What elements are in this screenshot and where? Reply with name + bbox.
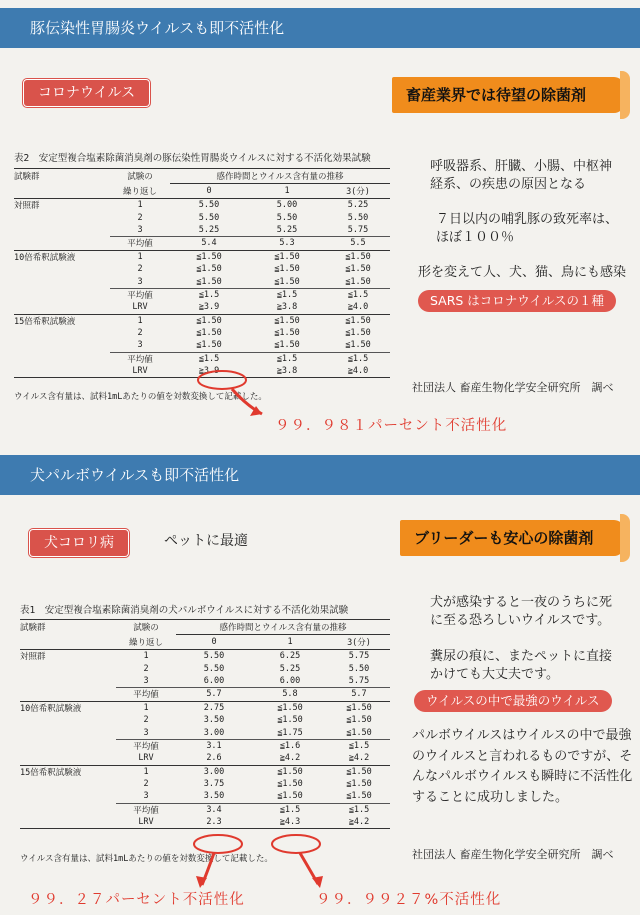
table1-avg-label: 平均値 xyxy=(116,803,176,816)
table2-group-name: 10倍希釈試験液 xyxy=(14,252,76,263)
table2-cell: 5.25 xyxy=(347,200,369,211)
table1-header-t0: 0 xyxy=(176,635,252,650)
table1-cell: ≦1.50 xyxy=(346,791,372,802)
result-1: ９９．９８１パーセント不活性化 xyxy=(275,418,508,434)
table1-avg-cell: 5.7 xyxy=(328,688,390,701)
table2-rep: 2 xyxy=(137,264,143,275)
table1-lrv-cell: ≧4.3 xyxy=(252,816,328,829)
table1-avg-cell: 3.4 xyxy=(176,803,252,816)
pet-subtitle: ペットに最適 xyxy=(164,533,248,549)
table2-avg-cell: ≦1.5 xyxy=(326,288,390,301)
table2-title: 表2 安定型複合塩素除菌消臭剤の豚伝染性胃腸炎ウイルスに対する不活化効果試験 xyxy=(14,153,371,164)
table1-avg-cell: ≦1.6 xyxy=(252,739,328,752)
table2-avg-cell: ≦1.5 xyxy=(326,352,390,365)
corona-text-4: ほぼ１００％ xyxy=(436,230,515,245)
table1-cell: 5.50 xyxy=(203,651,225,662)
table1-cell: 6.00 xyxy=(203,675,225,686)
table1-cell: 5.50 xyxy=(348,663,370,674)
table2-cell: ≦1.50 xyxy=(345,315,371,326)
parvo-text-2: に至る恐ろしいウイルスです。 xyxy=(430,613,611,628)
table2-rep: 3 xyxy=(137,340,143,351)
table1-cell: 3.75 xyxy=(203,779,225,790)
table1-header-t1: 1 xyxy=(252,635,328,650)
table2-lrv-cell: ≧3.8 xyxy=(248,365,326,378)
table2-cell: ≦1.50 xyxy=(196,276,222,287)
arrow-2-head xyxy=(196,876,207,888)
parvo-text-3: 糞尿の痕に、またペットに直接 xyxy=(430,649,613,664)
table1-cell: 3.50 xyxy=(203,715,225,726)
table2-cell: ≦1.50 xyxy=(345,251,371,262)
table1-lrv-label: LRV xyxy=(116,816,176,829)
table2-avg-cell: ≦1.5 xyxy=(170,352,248,365)
table2-avg-cell: 5.5 xyxy=(326,237,390,250)
section1-title: 豚伝染性胃腸炎ウイルスも即不活性化 xyxy=(30,19,285,37)
table1-avg-cell: ≦1.5 xyxy=(328,803,390,816)
table1-rep: 3 xyxy=(143,791,149,802)
table2-header-time: 感作時間とウイルス含有量の推移 xyxy=(170,169,390,184)
table1-avg-label: 平均値 xyxy=(116,739,176,752)
table2-cell: ≦1.50 xyxy=(196,328,222,339)
table2-lrv-cell: ≧4.0 xyxy=(326,365,390,378)
table1-header-rep: 試験の xyxy=(116,620,176,635)
table2-lrv-cell: ≧4.0 xyxy=(326,301,390,314)
highlight-ellipse-1 xyxy=(198,371,246,389)
parvo-text-1: 犬が感染すると一夜のうちに死 xyxy=(430,595,613,610)
strongest-tag: ウイルスの中で最強のウイルス xyxy=(414,690,612,712)
table2-avg-label: 平均値 xyxy=(110,288,170,301)
table2-cell: ≦1.50 xyxy=(274,264,300,275)
table2-cell: 5.75 xyxy=(347,224,369,235)
table1-lrv-label: LRV xyxy=(116,752,176,765)
table1-cell: ≦1.50 xyxy=(346,702,372,713)
table2-cell: ≦1.50 xyxy=(345,328,371,339)
table1-avg-cell: 5.8 xyxy=(252,688,328,701)
parvo-label: 犬コロリ病 xyxy=(30,530,128,556)
table1-cell: ≦1.50 xyxy=(277,791,303,802)
table1-avg-cell: 5.7 xyxy=(176,688,252,701)
table2-cell: ≦1.50 xyxy=(274,315,300,326)
table2-header-t1: 1 xyxy=(248,184,326,199)
table2-rep: 1 xyxy=(137,200,143,211)
table1-cell: 2.75 xyxy=(203,702,225,713)
table2-rep: 3 xyxy=(137,276,143,287)
table2-avg-cell: 5.4 xyxy=(170,237,248,250)
table1-rep: 2 xyxy=(143,663,149,674)
table2-avg-cell: ≦1.5 xyxy=(170,288,248,301)
parvo-body-line-2: のウイルスと言われるものですが、そ xyxy=(412,748,633,764)
table1-group-name: 対照群 xyxy=(20,652,46,663)
table2-header-rep: 試験の xyxy=(110,169,170,184)
table2-lrv-cell: ≧3.8 xyxy=(248,301,326,314)
table1-lrv-cell: ≧4.2 xyxy=(328,816,390,829)
breeder-banner: ブリーダーも安心の除菌剤 xyxy=(400,520,624,556)
table1-cell: ≦1.50 xyxy=(277,779,303,790)
table2-header-t0: 0 xyxy=(170,184,248,199)
table2-lrv-label: LRV xyxy=(110,301,170,314)
table2-header-group: 試験群 xyxy=(14,169,110,184)
table2-cell: ≦1.50 xyxy=(274,251,300,262)
table1-cell: 3.00 xyxy=(203,766,225,777)
table2-rep: 3 xyxy=(137,224,143,235)
table1-header-time: 感作時間とウイルス含有量の推移 xyxy=(176,620,390,635)
table2-cell: 5.25 xyxy=(276,224,298,235)
corona-text-5: 形を変えて人、犬、猫、鳥にも感染 xyxy=(418,265,627,280)
table2-avg-label: 平均値 xyxy=(110,352,170,365)
table2-rep: 2 xyxy=(137,212,143,223)
corona-text-1: 呼吸器系、肝臓、小腸、中枢神 xyxy=(430,159,613,174)
table1-cell: 3.50 xyxy=(203,791,225,802)
sars-tag: SARS はコロナウイルスの１種 xyxy=(418,290,616,312)
table2-cell: ≦1.50 xyxy=(196,340,222,351)
table1-lrv-cell: 2.3 xyxy=(176,816,252,829)
table2-cell: ≦1.50 xyxy=(345,264,371,275)
table1-cell: ≦1.50 xyxy=(277,702,303,713)
table1-group-name: 10倍希釈試験液 xyxy=(20,703,82,714)
result-3: ９９．９９２７%不活性化 xyxy=(316,892,502,908)
table1-cell: 5.25 xyxy=(279,663,301,674)
credit-1: 社団法人 畜産生物化学安全研究所 調べ xyxy=(412,381,614,394)
table2-cell: 5.50 xyxy=(276,212,298,223)
table1-cell: ≦1.75 xyxy=(277,727,303,738)
table1-lrv-cell: ≧4.2 xyxy=(252,752,328,765)
arrow-3-head xyxy=(312,876,323,888)
table2-cell: 5.25 xyxy=(198,224,220,235)
table1-cell: ≦1.50 xyxy=(346,727,372,738)
table1-rep: 3 xyxy=(143,727,149,738)
table2-group-name: 15倍希釈試験液 xyxy=(14,316,76,327)
table1-cell: ≦1.50 xyxy=(277,766,303,777)
table2-note: ウイルス含有量は、試料1mLあたりの値を対数変換して記載した。 xyxy=(14,392,267,402)
table2-cell: 5.50 xyxy=(198,200,220,211)
table1-cell: ≦1.50 xyxy=(346,715,372,726)
table2-cell: ≦1.50 xyxy=(345,340,371,351)
corona-text-2: 経系、の疾患の原因となる xyxy=(430,177,587,192)
table2-rep: 2 xyxy=(137,328,143,339)
table1-group-name: 15倍希釈試験液 xyxy=(20,767,82,778)
table1-avg-cell: ≦1.5 xyxy=(328,739,390,752)
table2-cell: ≦1.50 xyxy=(274,276,300,287)
table1-avg-cell: ≦1.5 xyxy=(252,803,328,816)
table1-note: ウイルス含有量は、試料1mLあたりの値を対数変換して記載した。 xyxy=(20,854,273,864)
table1-cell: 5.75 xyxy=(348,651,370,662)
table1-rep: 1 xyxy=(143,651,149,662)
coronavirus-label: コロナウイルス xyxy=(24,80,149,106)
highlight-ellipse-2 xyxy=(194,835,242,853)
table1-title: 表1 安定型複合塩素除菌消臭剤の犬パルボウイルスに対する不活化効果試験 xyxy=(20,605,349,616)
table2-cell: ≦1.50 xyxy=(345,276,371,287)
table1-rep: 1 xyxy=(143,766,149,777)
credit-2: 社団法人 畜産生物化学安全研究所 調べ xyxy=(412,848,614,861)
table2-cell: ≦1.50 xyxy=(196,315,222,326)
livestock-banner: 畜産業界では待望の除菌剤 xyxy=(392,77,624,113)
table1-cell: 5.75 xyxy=(348,675,370,686)
table2-rep: 1 xyxy=(137,251,143,262)
parvo-body-line-3: んなパルボウイルスも瞬時に不活性化 xyxy=(412,769,633,784)
table1-cell: 5.50 xyxy=(203,663,225,674)
table2-rep: 1 xyxy=(137,315,143,326)
highlight-ellipse-3 xyxy=(272,835,320,853)
table2-cell: 5.50 xyxy=(198,212,220,223)
table1-cell: ≦1.50 xyxy=(277,715,303,726)
table1-cell: 6.25 xyxy=(279,651,301,662)
table1-cell: ≦1.50 xyxy=(346,766,372,777)
table1-cell: 3.00 xyxy=(203,727,225,738)
table2-avg-label: 平均値 xyxy=(110,237,170,250)
table1-rep: 1 xyxy=(143,702,149,713)
table2-header-t2: 3(分) xyxy=(326,184,390,199)
table2-lrv-label: LRV xyxy=(110,365,170,378)
table1-avg-cell: 3.1 xyxy=(176,739,252,752)
table1-header-t2: 3(分) xyxy=(328,635,390,650)
table2-group-name: 対照群 xyxy=(14,201,40,212)
parvo-body-line-4: することに成功しました。 xyxy=(412,789,569,805)
corona-text-3: ７日以内の哺乳豚の致死率は、 xyxy=(436,212,619,227)
table1-rep: 2 xyxy=(143,715,149,726)
section2-title: 犬パルボウイルスも即不活性化 xyxy=(30,466,240,484)
parvo-body-line-1: パルボウイルスはウイルスの中で最強 xyxy=(412,728,632,743)
table2-header-rep2: 繰り返し xyxy=(110,184,170,199)
table2-cell: ≦1.50 xyxy=(196,251,222,262)
table2-cell: 5.00 xyxy=(276,200,298,211)
result-2: ９９．２７パーセント不活性化 xyxy=(28,892,245,908)
table2-cell: ≦1.50 xyxy=(274,328,300,339)
table1-lrv-cell: 2.6 xyxy=(176,752,252,765)
table2-avg-cell: ≦1.5 xyxy=(248,288,326,301)
table2-lrv-cell: ≧3.9 xyxy=(170,301,248,314)
table2-cell: ≦1.50 xyxy=(274,340,300,351)
table2-cell: ≦1.50 xyxy=(196,264,222,275)
table1-rep: 3 xyxy=(143,675,149,686)
table1-avg-label: 平均値 xyxy=(116,688,176,701)
table1-cell: 6.00 xyxy=(279,675,301,686)
table1-lrv-cell: ≧4.2 xyxy=(328,752,390,765)
table2-avg-cell: 5.3 xyxy=(248,237,326,250)
table1-header-group: 試験群 xyxy=(20,620,116,635)
table2-lrv-cell: ≧3.9 xyxy=(170,365,248,378)
table2-avg-cell: ≦1.5 xyxy=(248,352,326,365)
table1-cell: ≦1.50 xyxy=(346,779,372,790)
parvo-text-4: かけても大丈夫です。 xyxy=(430,667,559,682)
table1-rep: 2 xyxy=(143,779,149,790)
table2-cell: 5.50 xyxy=(347,212,369,223)
table1-header-rep2: 繰り返し xyxy=(116,635,176,650)
